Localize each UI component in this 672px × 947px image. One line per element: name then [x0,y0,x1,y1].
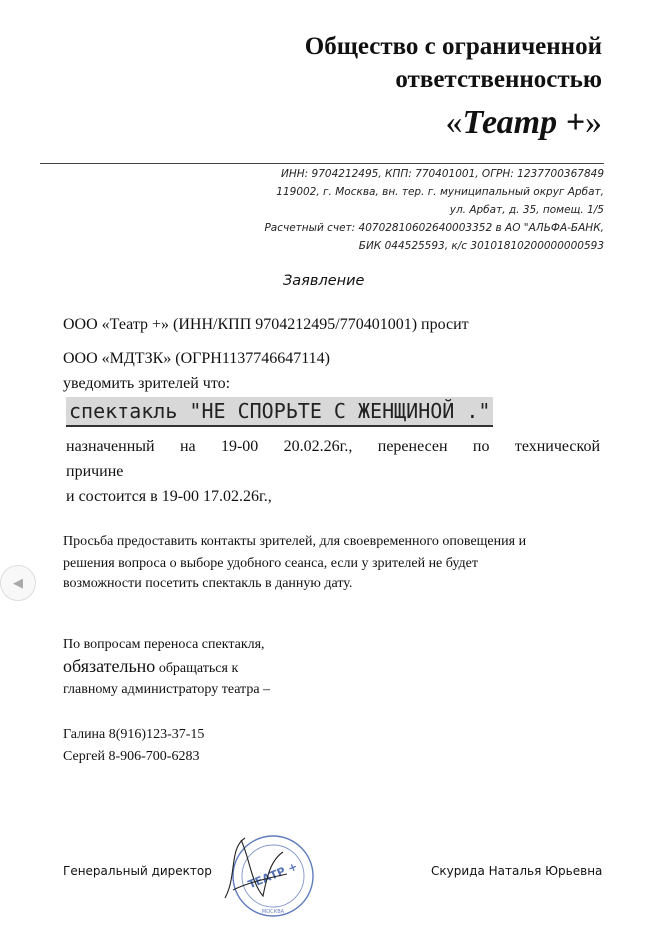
requisites-line: БИК 044525593, к/с 30101810200000000593 [358,240,604,252]
company-name-line2: ответственностью [395,66,602,93]
contact-instruction [63,656,238,679]
document-title: Заявление [283,273,365,289]
request-paragraph-line: возможности посетить спектакль в данную дату. [63,576,353,591]
contact-phone: Галина 8(916)123-37-15 [63,727,205,742]
brand-quote-open: « [445,104,463,141]
header-divider [40,163,604,164]
stamp-text: ТЕАТР + [246,859,300,892]
requisites-line: Расчетный счет: 40702810602640003352 в АО "АЛЬФА-БАНК, [264,222,604,234]
contact-phone: Сергей 8-906-700-6283 [63,749,200,764]
emphasis-text: обязательно [63,656,156,676]
reschedule-line: причине [66,463,124,480]
brand-name [445,101,602,145]
brand-quote-close: » [585,104,602,141]
stamp-city: МОСКВА [261,909,285,915]
reschedule-line: назначенный на 19-00 20.02.26г., перенесен по технической [66,438,600,455]
notify-line: уведомить зрителей что: [63,375,231,392]
request-paragraph-line: Просьба предоставить контакты зрителей, для своевременного оповещения и [63,534,527,549]
company-stamp [215,826,315,926]
chevron-left-icon: ◀ [13,575,23,591]
company-name-line1: Общество с ограниченной [304,33,602,60]
new-date-line: и состоится в 19-00 17.02.26г., [66,488,272,505]
signatory-name: Скурида Наталья Юрьевна [431,864,603,878]
contact-target: главному администратору театра – [63,682,271,697]
requisites-line: ул. Арбат, д. 35, помещ. 1/5 [449,204,604,216]
recipient-line: ООО «МДТЗК» (ОГРН1137746647114) [63,350,330,367]
request-paragraph-line: решения вопроса о выборе удобного сеанса, если у зрителей не будет [63,556,478,571]
requisites-line: ИНН: 9704212495, КПП: 770401001, ОГРН: 1237700367849 [281,168,604,180]
requisites-line: 119002, г. Москва, вн. тер. г. муниципальный округ Арбат, [276,186,604,198]
previous-page-button[interactable] [0,565,36,601]
applicant-line: ООО «Театр +» (ИНН/КПП 9704212495/770401001) просит [63,316,469,333]
contact-instruction-rest: обращаться к [155,661,239,676]
brand-name-text: Театр + [462,104,585,141]
signatory-position: Генеральный директор [63,864,212,878]
contact-intro: По вопросам переноса спектакля, [63,637,265,652]
show-title: спектакль "НЕ СПОРЬТЕ С ЖЕНЩИНОЙ ." [66,397,493,427]
